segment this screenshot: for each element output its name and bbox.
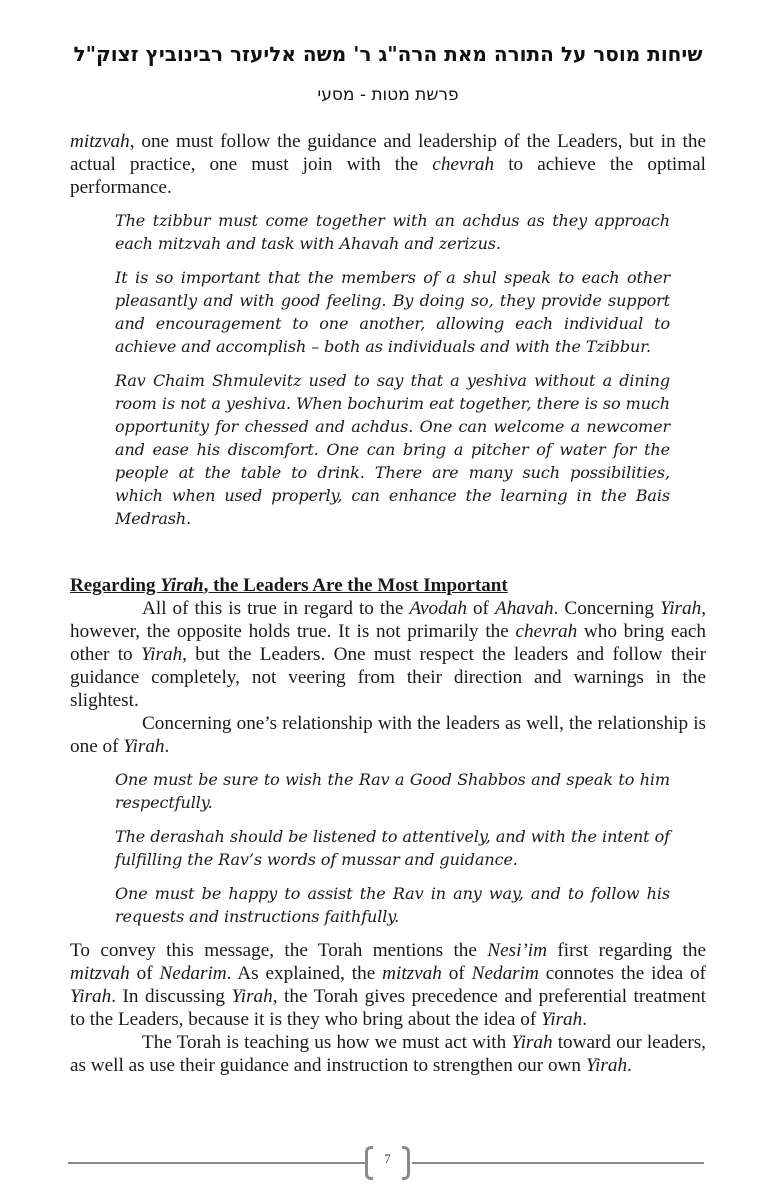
footer-rule-left [68,1162,366,1164]
footer-rule-right [412,1162,704,1164]
indented-quote: One must be happy to assist the Rav in any way, and to follow his requests and instructions faithfully. [115,884,670,926]
paragraph: All of this is true in regard to the Avodah of Ahavah. Concerning Yirah, however, the opposite holds true. It is not primarily the chevrah who bring each other to Yirah, but the Leaders. One must respect the leaders and follow their guidance completely, not veering from their direction and warnings in the slightest. [70,598,706,711]
running-header-title: שיחות מוסר על התורה מאת הרה"ג ר' משה אליעזר רבינוביץ זצוק"ל [73,42,703,66]
indented-quote: One must be sure to wish the Rav a Good Shabbos and speak to him respectfully. [115,770,670,812]
left-bracket-ornament [365,1146,373,1180]
paragraph: The Torah is teaching us how we must act with Yirah toward our leaders, as well as use their guidance and instruction to strengthen our own Yirah. [70,1032,706,1076]
running-header-parsha: פרשת מטות - מסעי [317,85,459,105]
indented-quote: It is so important that the members of a shul speak to each other pleasantly and with good feeling. By doing so, they provide support and encouragement to one another, allowing each individual to achieve and accomplish – both as individuals and with the Tzibbur. [115,268,670,356]
indented-quote: Rav Chaim Shmulevitz used to say that a yeshiva without a dining room is not a yeshiva. When bochurim eat together, there is so much opportunity for chessed and achdus. One can welcome a newcomer and ease his discomfort. One can bring a pitcher of water for the people at the table to drink. There are many such possibilities, which when used properly, can enhance the learning in the Bais Medrash. [115,371,670,528]
indented-quote: The derashah should be listened to attentively, and with the intent of fulfilling the Rav’s words of mussar and guidance. [115,827,670,869]
paragraph: Concerning one’s relationship with the leaders as well, the relationship is one of Yirah. [70,713,706,757]
paragraph-continuation: mitzvah, one must follow the guidance and leadership of the Leaders, but in the actual practice, one must join with the chevrah to achieve the optimal performance. [70,131,706,198]
page-body [70,130,706,1077]
paragraph: To convey this message, the Torah mentions the Nesi’im first regarding the mitzvah of Nedarim. As explained, the mitzvah of Nedarim connotes the idea of Yirah. In discussing Yirah, the Torah gives precedence and preferential treatment to the Leaders, because it is they who bring about the idea of Yirah. [70,940,707,1030]
page-number: 7 [384,1151,391,1166]
right-bracket-ornament [402,1146,410,1180]
indented-quote: The tzibbur must come together with an achdus as they approach each mitzvah and task with Ahavah and zerizus. [115,211,670,253]
section-heading: Regarding Yirah, the Leaders Are the Most Important [70,575,508,596]
